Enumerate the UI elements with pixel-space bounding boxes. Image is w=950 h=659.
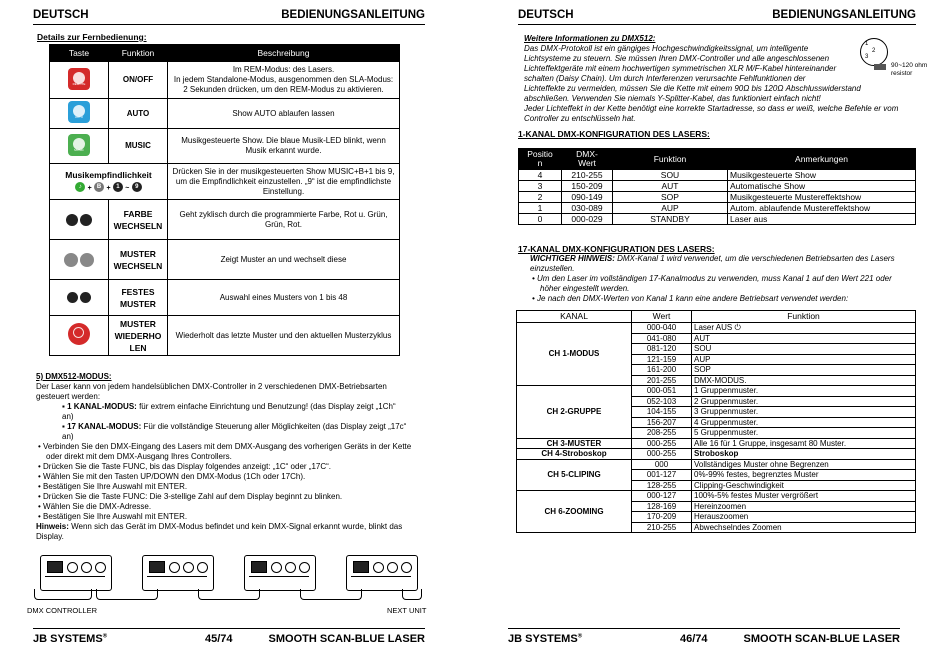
dmx-mode-title: 5) DMX512-MODUS:	[36, 372, 112, 381]
dmx-cable	[34, 589, 92, 600]
dmx-chain-diagram	[40, 552, 420, 602]
value-cell: 210-255	[632, 522, 692, 533]
table-row	[517, 438, 916, 449]
value-cell: 208-255	[632, 428, 692, 439]
function-cell: Stroboskop	[692, 449, 916, 460]
function-cell: AUT	[692, 333, 916, 344]
fixed-right-icon	[80, 292, 91, 303]
value-cell: 001-127	[632, 470, 692, 481]
ch17-bullet: • Je nach den DMX-Werten von Kanal 1 kann eine andere Betriebsart verwendet werden:	[532, 294, 849, 303]
function-cell: Abwechselndes Zoomen	[692, 522, 916, 533]
function-cell: Vollständiges Muster ohne Begrenzen	[692, 459, 916, 470]
header-language: DEUTSCH	[518, 9, 574, 21]
table-row: 4 210-255 SOU Musikgesteuerte Show	[519, 170, 916, 181]
key-cell	[50, 280, 109, 316]
function-cell: FARBE WECHSELN	[109, 200, 168, 240]
step-item: • Drücken Sie die Taste FUNC, bis das Display folgendes anzeigt: „1C“ oder „17C“.	[38, 462, 332, 471]
column-header: KANAL	[517, 311, 632, 323]
function-cell: Herauszoomen	[692, 512, 916, 523]
column-header: Taste	[50, 45, 109, 62]
sens-key-b: B	[94, 182, 104, 192]
value-cell: 128-255	[632, 480, 692, 491]
column-header: Wert	[632, 311, 692, 323]
page-header	[518, 9, 916, 21]
value-cell: 000	[632, 459, 692, 470]
function-cell: 100%-5% festes Muster vergrößert	[692, 491, 916, 502]
step-item: • Wählen Sie die DMX-Adresse.	[38, 502, 152, 511]
column-header: Funktion	[109, 45, 168, 62]
color-right-icon	[80, 214, 92, 226]
function-cell: Laser AUS ⏻	[692, 323, 916, 334]
remote-table	[49, 44, 400, 356]
value-cell: 170-209	[632, 512, 692, 523]
table-row: 1 030-089 AUP Autom. ablaufende Mustereffektshow	[519, 203, 916, 214]
value-cell: 161-200	[632, 365, 692, 376]
key-cell	[50, 99, 109, 129]
function-cell: MUSTER WECHSELN	[109, 240, 168, 280]
function-cell: Alle 16 für 1 Gruppe, insgesamt 80 Muster.	[692, 438, 916, 449]
ch17-table	[516, 310, 916, 533]
music-button-icon: MUSIC	[68, 134, 90, 156]
value-cell: 156-207	[632, 417, 692, 428]
device-illustration	[142, 555, 214, 591]
auto-button-icon: AUTO	[68, 101, 90, 123]
sensitivity-cell: Musikempfindlichkeit ♪ + B + 1 ~ 9	[50, 164, 168, 200]
device-illustration	[346, 555, 418, 591]
column-header: Positio n	[519, 149, 562, 170]
column-header: Anmerkungen	[728, 149, 916, 170]
header-rule	[33, 24, 425, 25]
step-item: • Bestätigen Sie Ihre Auswahl mit ENTER.	[38, 512, 188, 521]
table-row	[50, 240, 400, 280]
info-text: Das DMX-Protokoll ist ein gängiges Hochgeschwindigkeitssignal, um intelligente Lichtsysteme zu steuern. Sie müssen Ihren DMX-Controller und alle angeschlossenen Lichteffektgeräte mit einem hochwertigen symmetrischen XLR M/F-Kabel hintereinander schalten (Daisy Chain). Um durch Interferenzen verursachte Fehlfunktionen der Lichteffekte zu vermeiden, müssen Sie die Kette mit einem 90Ω bis 120Ω Abschlusswiderstand abschließen. Verwenden Sie niemals Y-Splitter-Kabel, das funktioniert einfach nicht! Jeder Lichteffekt in der Kette benötigt eine korrekte Startadresse, so dass er weiß, welche Befehle er vom Controller zu entschlüsseln hat.	[524, 44, 899, 123]
standby-button-icon: REMOTE	[68, 68, 90, 90]
table-row	[517, 323, 916, 334]
ch1-table	[518, 148, 916, 225]
description-cell: Show AUTO ablaufen lassen	[168, 99, 400, 129]
ch17-title: 17-KANAL DMX-KONFIGURATION DES LASERS:	[518, 244, 715, 254]
function-cell: FESTES MUSTER	[109, 280, 168, 316]
fixed-left-icon	[67, 292, 78, 303]
channel-name-cell: CH 4-Stroboskop	[517, 449, 632, 460]
column-header: Funktion	[692, 311, 916, 323]
step-item: • Drücken Sie die Taste FUNC: Die 3-stellige Zahl auf dem Display beginnt zu blinken.	[38, 492, 343, 501]
device-illustration	[244, 555, 316, 591]
function-cell: 4 Gruppenmuster.	[692, 417, 916, 428]
description-cell: Geht zyklisch durch die programmierte Farbe, Rot u. Grün, Grün, Rot.	[168, 200, 400, 240]
channel-name-cell: CH 3-MUSTER	[517, 438, 632, 449]
music-small-icon: ♪	[75, 182, 85, 192]
table-row	[50, 280, 400, 316]
footer-product: SMOOTH SCAN-BLUE LASER	[268, 633, 425, 645]
pattern-c-icon	[80, 253, 94, 267]
value-cell: 041-080	[632, 333, 692, 344]
table-row: 0 000-029 STANDBY Laser aus	[519, 214, 916, 225]
hint: Hinweis: Wenn sich das Gerät im DMX-Modus befindet und kein DMX-Signal erkannt wurde, blinkt das Display.	[36, 522, 403, 541]
channel-name-cell: CH 2-GRUPPE	[517, 386, 632, 439]
table-row	[517, 459, 916, 470]
diagram-right-label: NEXT UNIT	[387, 606, 427, 615]
device-illustration	[40, 555, 112, 591]
table-row	[50, 62, 400, 99]
table-row: 3 150-209 AUT Automatische Show	[519, 181, 916, 192]
key-cell	[50, 129, 109, 164]
footer-brand: JB SYSTEMS®	[33, 633, 108, 645]
table-row	[50, 129, 400, 164]
value-cell: 000-127	[632, 491, 692, 502]
column-header: DMX- Wert	[562, 149, 613, 170]
value-cell: 000-040	[632, 323, 692, 334]
table-row	[50, 164, 400, 200]
page-footer	[33, 633, 425, 645]
ch17-bullet: • Um den Laser im vollständigen 17-Kanalmodus zu verwenden, muss Kanal 1 auf den Wert 221 oder höher eingestellt werden.	[532, 274, 892, 293]
resistor-icon	[874, 64, 886, 70]
function-cell: Clipping-Geschwindigkeit	[692, 480, 916, 491]
header-title: BEDIENUNGSANLEITUNG	[281, 9, 425, 21]
color-left-icon	[66, 214, 78, 226]
mode-item: ▪ 1 KANAL-MODUS: für extrem einfache Einrichtung und Benutzung! (das Display zeigt „1Ch“ an)	[62, 402, 396, 421]
function-cell: MUSIC	[109, 129, 168, 164]
function-cell: AUP	[692, 354, 916, 365]
function-cell: 1 Gruppenmuster.	[692, 386, 916, 397]
header-language: DEUTSCH	[33, 9, 89, 21]
function-cell: Hereinzoomen	[692, 501, 916, 512]
dmx-mode-intro: Der Laser kann von jedem handelsüblichen DMX-Controller in 2 verschiedenen DMX-Betriebsarten gesteuert werden:	[36, 382, 387, 401]
table-row: 2 090-149 SOP Musikgesteuerte Mustereffektshow	[519, 192, 916, 203]
function-cell: 2 Gruppenmuster.	[692, 396, 916, 407]
footer-brand: JB SYSTEMS®	[508, 633, 583, 645]
dmx-cable	[402, 589, 422, 600]
value-cell: 000-255	[632, 449, 692, 460]
step-item: • Bestätigen Sie Ihre Auswahl mit ENTER.	[38, 482, 188, 491]
description-cell: Drücken Sie in der musikgesteuerten Show MUSIC+B+1 bis 9, um die Empfindlichkeit einzustellen. „9“ ist die empfindlichste Einstellung.	[168, 164, 400, 200]
header-rule	[518, 24, 916, 25]
description-cell: Im REM-Modus: des Lasers. In jedem Standalone-Modus, ausgenommen den SLA-Modus: 2 Sekunden drücken, um den REM-Modus zu aktivieren.	[168, 62, 400, 99]
repeat-button-icon	[68, 323, 90, 345]
function-cell: SOP	[692, 365, 916, 376]
xlr-connector-icon: 1 2 3	[860, 38, 888, 66]
key-cell	[50, 62, 109, 99]
function-cell: 0%-99% festes, begrenztes Muster	[692, 470, 916, 481]
mode-item: ▪ 17 KANAL-MODUS: Für die vollständige Steuerung aller Möglichkeiten (das Display zeigt „17c“ an)	[62, 422, 407, 441]
info-title: Weitere Informationen zu DMX512:	[524, 34, 656, 43]
header-title: BEDIENUNGSANLEITUNG	[772, 9, 916, 21]
value-cell: 052-103	[632, 396, 692, 407]
description-cell: Zeigt Muster an und wechselt diese	[168, 240, 400, 280]
section-title: Details zur Fernbedienung:	[37, 32, 147, 42]
value-cell: 121-159	[632, 354, 692, 365]
function-cell: 3 Gruppenmuster.	[692, 407, 916, 418]
table-row	[50, 316, 400, 356]
table-row	[50, 200, 400, 240]
key-cell	[50, 200, 109, 240]
description-cell: Wiederholt das letzte Muster und den aktuellen Musterzyklus	[168, 316, 400, 356]
channel-name-cell: CH 6-ZOOMING	[517, 491, 632, 533]
function-cell: ON/OFF	[109, 62, 168, 99]
table-row	[517, 386, 916, 397]
function-cell: SOU	[692, 344, 916, 355]
channel-name-cell: CH 1-MODUS	[517, 323, 632, 386]
sens-key-9: 9	[132, 182, 142, 192]
ch1-title: 1-KANAL DMX-KONFIGURATION DES LASERS:	[518, 129, 710, 139]
description-cell: Musikgesteuerte Show. Die blaue Musik-LED blinkt, wenn Musik erkannt wurde.	[168, 129, 400, 164]
value-cell: 104-155	[632, 407, 692, 418]
step-item: • Wählen Sie mit den Tasten UP/DOWN den DMX-Modus (1Ch oder 17Ch).	[38, 472, 306, 481]
table-row	[517, 449, 916, 460]
channel-name-cell: CH 5-CLIPING	[517, 459, 632, 491]
key-cell	[50, 240, 109, 280]
value-cell: 000-051	[632, 386, 692, 397]
footer-product: SMOOTH SCAN-BLUE LASER	[743, 633, 900, 645]
dmx-cable	[96, 589, 158, 600]
resistor-label: 90~120 ohm resistor	[891, 62, 928, 77]
key-cell	[50, 316, 109, 356]
table-row	[517, 491, 916, 502]
page-number: 45/74	[205, 633, 233, 645]
page-number: 46/74	[680, 633, 708, 645]
diagram-left-label: DMX CONTROLLER	[27, 606, 98, 615]
dmx-cable	[198, 589, 260, 600]
ch17-intro	[518, 244, 918, 304]
column-header: Funktion	[613, 149, 728, 170]
function-cell: DMX-MODUS.	[692, 375, 916, 386]
step-item: • Verbinden Sie den DMX-Eingang des Lasers mit dem DMX-Ausgang des vorherigen Geräts in der Kette oder direkt mit dem DMX-Ausgang Ihres Controllers.	[38, 442, 412, 461]
ch17-warning: WICHTIGER HINWEIS: DMX-Kanal 1 wird verwendet, um die verschiedenen Betriebsarten des Lasers einzustellen.	[530, 254, 895, 273]
value-cell: 128-169	[632, 501, 692, 512]
value-cell: 000-255	[632, 438, 692, 449]
value-cell: 081-120	[632, 344, 692, 355]
pattern-a-icon	[64, 253, 78, 267]
page-header	[33, 9, 425, 21]
description-cell: Auswahl eines Musters von 1 bis 48	[168, 280, 400, 316]
footer-rule	[33, 628, 425, 629]
sensitivity-label: Musikempfindlichkeit	[65, 169, 152, 180]
function-cell: MUSTER WIEDERHO LEN	[109, 316, 168, 356]
function-cell: AUTO	[109, 99, 168, 129]
dmx-cable	[300, 589, 362, 600]
dmx-mode-section	[36, 372, 426, 542]
column-header: Beschreibung	[168, 45, 400, 62]
function-cell: 5 Gruppenmuster.	[692, 428, 916, 439]
table-row	[50, 99, 400, 129]
value-cell: 201-255	[632, 375, 692, 386]
